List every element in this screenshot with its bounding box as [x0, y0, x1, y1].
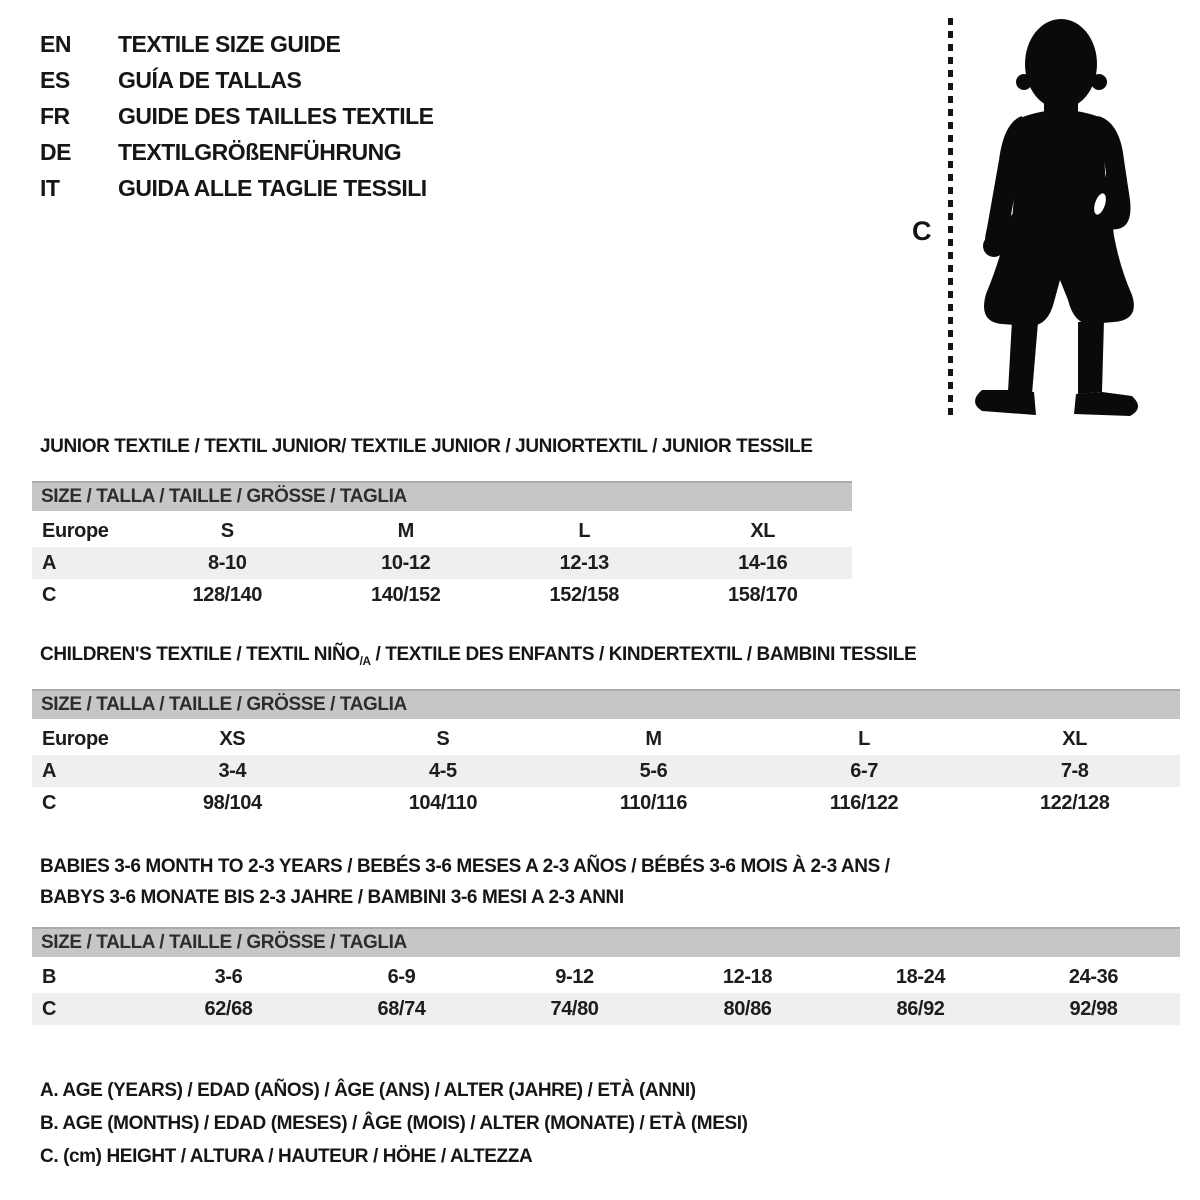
size-cell: 7-8	[1060, 759, 1089, 782]
size-cell: 152/158	[549, 583, 619, 606]
size-cell: 8-10	[208, 551, 247, 574]
size-cell: 140/152	[371, 583, 441, 606]
height-measure-line	[948, 18, 953, 415]
table-row	[32, 579, 852, 611]
size-cell: 92/98	[1069, 997, 1118, 1020]
language-code: DE	[40, 138, 71, 165]
size-cell: 116/122	[829, 791, 899, 814]
size-cell: 98/104	[202, 791, 262, 814]
size-cell: L	[578, 519, 591, 542]
size-cell: 110/116	[619, 791, 688, 814]
legend-line-a: A. AGE (YEARS) / EDAD (AÑOS) / ÂGE (ANS) / ALTER (JAHRE) / ETÀ (ANNI)	[40, 1080, 696, 1101]
table-row	[32, 993, 1180, 1025]
junior-size-table	[32, 481, 852, 611]
language-code: IT	[40, 174, 60, 201]
legend-line-b: B. AGE (MONTHS) / EDAD (MESES) / ÂGE (MOIS) / ALTER (MONATE) / ETÀ (MESI)	[40, 1113, 748, 1134]
junior-section-title: JUNIOR TEXTILE / TEXTIL JUNIOR/ TEXTILE JUNIOR / JUNIORTEXTIL / JUNIOR TESSILE	[40, 436, 813, 457]
children-title-sub: /A	[359, 654, 371, 668]
size-cell: XL	[1062, 727, 1088, 750]
row-label-cell: A	[42, 551, 57, 574]
size-cell: 80/86	[723, 997, 772, 1020]
row-label-cell: B	[42, 965, 57, 988]
size-cell: 5-6	[639, 759, 668, 782]
size-cell: M	[645, 727, 662, 750]
table-row	[32, 723, 1180, 755]
row-label-cell: A	[42, 759, 57, 782]
size-cell: M	[397, 519, 414, 542]
size-cell: 158/170	[728, 583, 798, 606]
size-cell: 62/68	[204, 997, 253, 1020]
list-item	[40, 62, 434, 98]
size-cell: 122/128	[1039, 791, 1110, 814]
guide-title: GUÍA DE TALLAS	[118, 66, 302, 93]
size-cell: 6-9	[387, 965, 416, 988]
legend-line-c: C. (cm) HEIGHT / ALTURA / HAUTEUR / HÖHE / ALTEZZA	[40, 1146, 533, 1167]
baby-silhouette-icon	[962, 10, 1147, 418]
size-cell: S	[220, 519, 234, 542]
row-label-cell: C	[42, 583, 57, 606]
row-label-cell: Europe	[42, 519, 109, 542]
size-cell: 9-12	[555, 965, 594, 988]
size-cell: 14-16	[738, 551, 788, 574]
size-cell: 3-4	[218, 759, 247, 782]
children-size-table	[32, 689, 1180, 819]
table-row	[32, 787, 1180, 819]
babies-section-title	[40, 851, 890, 913]
babies-size-table	[32, 927, 1180, 1025]
size-cell: L	[858, 727, 870, 750]
language-title-list	[40, 26, 434, 206]
list-item	[40, 26, 434, 62]
size-cell: 104/110	[408, 791, 478, 814]
list-item	[40, 98, 434, 134]
height-measure-label: C	[912, 216, 932, 246]
guide-title: GUIDA ALLE TAGLIE TESSILI	[118, 174, 427, 201]
size-header-bar: SIZE / TALLA / TAILLE / GRÖSSE / TAGLIA	[32, 689, 1180, 719]
list-item	[40, 170, 434, 206]
guide-title: GUIDE DES TAILLES TEXTILE	[118, 102, 434, 129]
language-code: ES	[40, 66, 70, 93]
language-code: FR	[40, 102, 70, 129]
row-label-cell: C	[42, 997, 57, 1020]
babies-title-line2: BABYS 3-6 MONATE BIS 2-3 JAHRE / BAMBINI 3-6 MESI A 2-3 ANNI	[40, 887, 624, 908]
table-row	[32, 961, 1180, 993]
row-label-cell: C	[42, 791, 57, 814]
measure-legend	[40, 1074, 748, 1173]
guide-title: TEXTILGRÖßENFÜHRUNG	[118, 138, 402, 165]
list-item	[40, 134, 434, 170]
children-section-title	[40, 644, 916, 673]
size-cell: 12-13	[559, 551, 609, 574]
table-row	[32, 515, 852, 547]
size-header-bar: SIZE / TALLA / TAILLE / GRÖSSE / TAGLIA	[32, 481, 852, 511]
size-cell: S	[436, 727, 450, 750]
size-cell: XS	[219, 727, 246, 750]
table-row	[32, 755, 1180, 787]
size-cell: 68/74	[377, 997, 426, 1020]
children-title-post: / TEXTILE DES ENFANTS / KINDERTEXTIL / BAMBINI TESSILE	[370, 644, 917, 665]
language-code: EN	[40, 30, 71, 57]
size-cell: 10-12	[381, 551, 431, 574]
size-cell: 74/80	[550, 997, 599, 1020]
size-cell: 6-7	[850, 759, 878, 782]
table-row	[32, 547, 852, 579]
size-cell: 24-36	[1068, 965, 1119, 988]
babies-title-line1: BABIES 3-6 MONTH TO 2-3 YEARS / BEBÉS 3-6 MESES A 2-3 AÑOS / BÉBÉS 3-6 MOIS À 2-3 ANS /	[40, 856, 890, 877]
size-cell: 86/92	[896, 997, 945, 1020]
size-header-bar: SIZE / TALLA / TAILLE / GRÖSSE / TAGLIA	[32, 927, 1180, 957]
guide-title: TEXTILE SIZE GUIDE	[118, 30, 341, 57]
row-label-cell: Europe	[42, 727, 109, 750]
children-title-pre: CHILDREN'S TEXTILE / TEXTIL NIÑO	[40, 644, 360, 665]
size-cell: 12-18	[722, 965, 773, 988]
size-cell: 128/140	[192, 583, 262, 606]
size-cell: XL	[750, 519, 776, 542]
size-cell: 4-5	[429, 759, 457, 782]
size-cell: 18-24	[895, 965, 946, 988]
size-cell: 3-6	[214, 965, 243, 988]
